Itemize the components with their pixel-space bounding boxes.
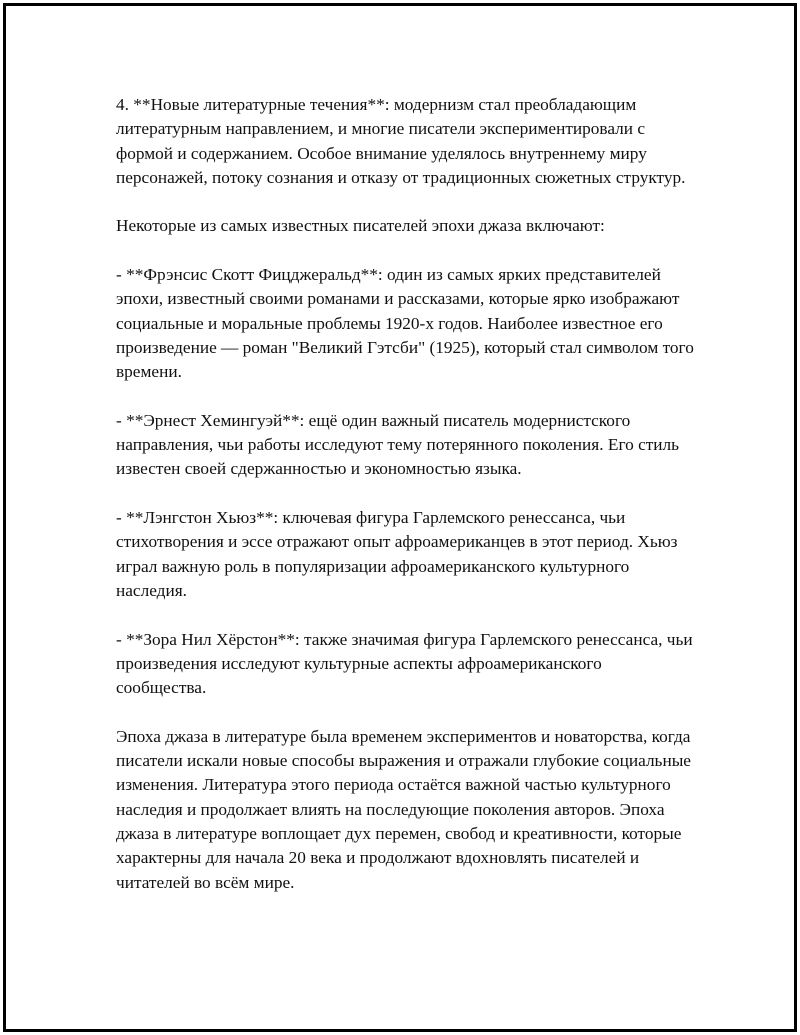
list-item-hurston: - **Зора Нил Хёрстон**: также значимая фигура Гарлемского ренессанса, чьи произведения исследуют культурные аспекты афроамериканского сообщества. (116, 629, 693, 698)
list-item-hemingway: - **Эрнест Хемингуэй**: ещё один важный писатель модернистского направления, чьи работы исследуют тему потерянного поколения. Его стиль известен своей сдержанностью и экономностью языка. (116, 410, 680, 479)
paragraph-writers-intro: Некоторые из самых известных писателей эпохи джаза включают: (116, 216, 605, 236)
list-item-fitzgerald: - **Фрэнсис Скотт Фицджеральд**: один из самых ярких представителей эпохи, известный своими романами и рассказами, которые ярко изображают социальные и моральные проблемы 1920-х годов. Наиболее известное его произведение — роман "Великий Гэтсби" (1925), который стал символом того времени. (116, 265, 694, 382)
document-body (116, 93, 696, 919)
list-item-hughes: - **Лэнгстон Хьюз**: ключевая фигура Гарлемского ренессанса, чьи стихотворения и эссе отражают опыт афроамериканцев в этот период. Хьюз играл важную роль в популяризации афроамериканского культурного наследия. (116, 508, 678, 600)
paragraph-conclusion: Эпоха джаза в литературе была временем экспериментов и новаторства, когда писатели искали новые способы выражения и отражали глубокие социальные изменения. Литература этого периода остаётся важной частью культурного наследия и продолжает влиять на последующие поколения авторов. Эпоха джаза в литературе воплощает дух перемен, свобод и креативности, которые характерны для начала 20 века и продолжают вдохновлять писателей и читателей во всём мире. (116, 726, 691, 892)
paragraph-literary-movements: 4. **Новые литературные течения**: модернизм стал преобладающим литературным направлением, и многие писатели экспериментировали с формой и содержанием. Особое внимание уделялось внутреннему миру персонажей, потоку сознания и отказу от традиционных сюжетных структур. (116, 95, 686, 187)
